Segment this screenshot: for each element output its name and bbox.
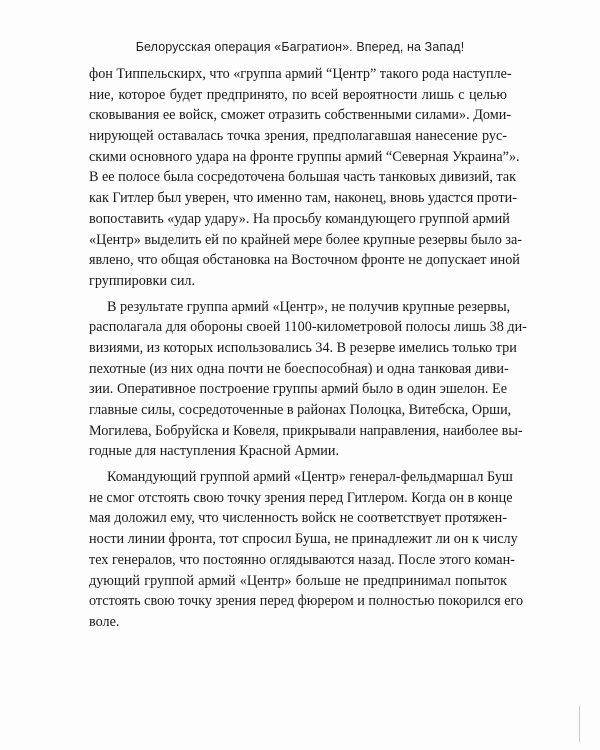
text-line: ности линии фронта, тот спросил Буша, не принадлежит ли он к числу bbox=[89, 531, 518, 548]
scan-edge-mark bbox=[579, 706, 580, 742]
text-line: главные силы, сосредоточенные в районах Полоцка, Витебска, Орши, bbox=[89, 402, 512, 418]
paragraph-3 bbox=[89, 467, 524, 633]
text-line: вопоставить «удар удару». На просьбу командующего группой армий bbox=[89, 210, 510, 227]
text-line: тех генералов, что постоянно оглядываются назад. После этого коман- bbox=[89, 551, 515, 568]
text-line: воле. bbox=[89, 613, 120, 630]
text-line: сковывания ее войск, сможет отразить собственными силами». Доми- bbox=[89, 107, 512, 124]
running-header: Белорусская операция «Багратион». Вперед, на Запад! bbox=[135, 40, 465, 54]
text-line: Командующий группой армий «Центр» генерал-фельдмаршал Буш bbox=[107, 469, 513, 486]
text-line: отстоять свою точку зрения перед фюрером и полностью покорился его bbox=[89, 593, 524, 610]
text-line: дующий группой армий «Центр» больше не предпринимал попыток bbox=[89, 572, 507, 589]
text-line: зии. Оперативное построение группы армий было в один эшелон. Ее bbox=[89, 381, 507, 398]
text-line: ние, которое будет предпринято, по всей вероятности лишь с целью bbox=[89, 86, 507, 103]
text-line: пехотные (из них одна почти не боеспособная) и одна танковая диви- bbox=[89, 360, 509, 377]
text-line: нирующей оставалась точка зрения, предполагавшая нанесение рус- bbox=[89, 128, 507, 145]
text-line: В результате группа армий «Центр», не получив крупные резервы, bbox=[107, 298, 511, 315]
text-line: группировки сил. bbox=[89, 272, 196, 289]
text-line: фон Типпельскирх, что «группа армий “Центр” такого рода наступле- bbox=[89, 66, 512, 82]
paragraph-1 bbox=[89, 64, 522, 292]
text-line: годные для наступления Красной Армии. bbox=[89, 443, 340, 460]
text-line: В ее полосе была сосредоточена большая часть танковых дивизий, так bbox=[89, 169, 517, 186]
text-line: «Центр» выделить ей по крайней мере более крупные резервы было за- bbox=[89, 231, 522, 248]
text-line: Могилева, Бобруйска и Ковеля, прикрывали направления, наиболее вы- bbox=[89, 422, 523, 439]
text-line: скими основного удара на фронте группы армий “Северная Украина”». bbox=[89, 148, 520, 165]
text-line: визиями, из которых использовались 34. В резерве имелись только три bbox=[89, 339, 517, 356]
paragraph-2 bbox=[89, 297, 527, 463]
text-line: как Гитлер был уверен, что именно там, наконец, вновь удастся проти- bbox=[89, 190, 517, 207]
body-text bbox=[89, 64, 527, 633]
text-line: мая доложил ему, что численность войск не соответствует протяжен- bbox=[89, 510, 507, 527]
text-line: явлено, что общая обстановка на Восточном фронте не допускает иной bbox=[89, 252, 520, 269]
text-line: не смог отстоять свою точку зрения перед Гитлером. Когда он в конце bbox=[89, 489, 513, 506]
text-line: располагала для обороны своей 1100-километровой полосы лишь 38 ди- bbox=[89, 319, 527, 336]
